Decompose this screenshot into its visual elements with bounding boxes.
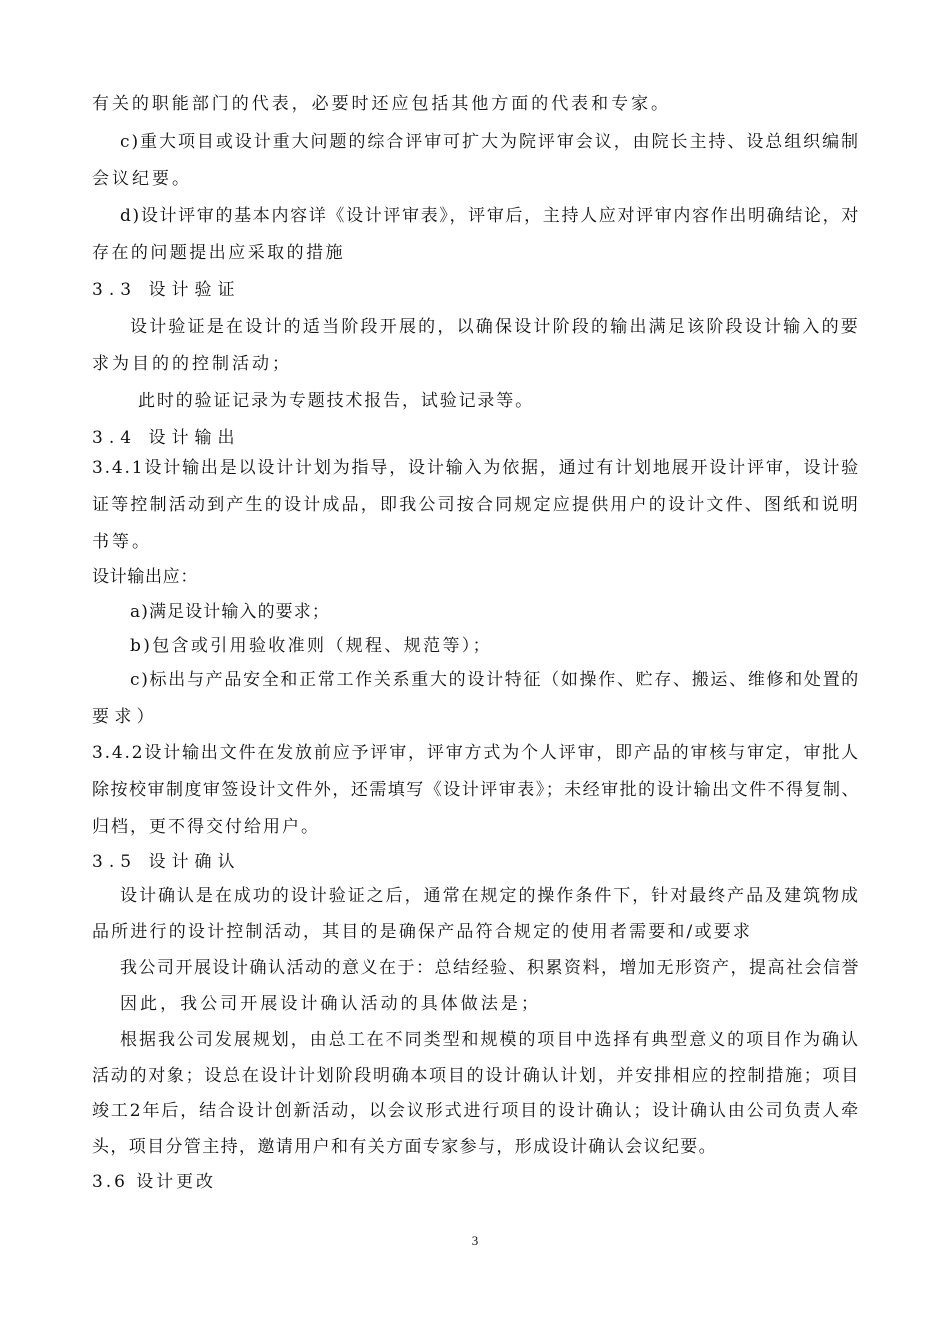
text-line: 要求） xyxy=(92,707,159,727)
text-line: c)重大项目或设计重大问题的综合评审可扩大为院评审会议，由院长主持、设总组织编制 xyxy=(120,132,860,152)
text-line: 3.4 设计输出 xyxy=(92,428,241,448)
text-line: 我公司开展设计确认活动的意义在于：总结经验、积累资料，增加无形资产，提高社会信誉 xyxy=(120,958,860,978)
text-line: d)设计评审的基本内容详《设计评审表》，评审后，主持人应对评审内容作出明确结论，对 xyxy=(120,206,860,226)
text-line: a)满足设计输入的要求； xyxy=(130,602,330,622)
text-line: 竣工2年后，结合设计创新活动，以会议形式进行项目的设计确认；设计确认由公司负责人牵 xyxy=(92,1101,860,1121)
page-number: 3 xyxy=(471,1233,479,1248)
text-line: 品所进行的设计控制活动，其目的是确保产品符合规定的使用者需要和/或要求 xyxy=(92,922,752,942)
text-line: 3.3 设计验证 xyxy=(92,280,241,300)
text-line: 此时的验证记录为专题技术报告，试验记录等。 xyxy=(138,391,534,411)
text-line: 根据我公司发展规划，由总工在不同类型和规模的项目中选择有典型意义的项目作为确认 xyxy=(120,1030,860,1050)
text-line: 有关的职能部门的代表，必要时还应包括其他方面的代表和专家。 xyxy=(92,94,671,114)
text-line: 会议纪要。 xyxy=(92,169,192,189)
text-line: 设计验证是在设计的适当阶段开展的，以确保设计阶段的输出满足该阶段设计输入的要 xyxy=(130,317,860,337)
text-line: 归档，更不得交付给用户。 xyxy=(92,817,320,837)
text-line: 设计输出应： xyxy=(92,567,198,587)
text-line: 因此，我公司开展设计确认活动的具体做法是； xyxy=(120,994,541,1014)
text-line: 书等。 xyxy=(92,532,152,552)
text-line: c)标出与产品安全和正常工作关系重大的设计特征（如操作、贮存、搬运、维修和处置的 xyxy=(130,670,860,690)
text-line: 设计确认是在成功的设计验证之后，通常在规定的操作条件下，针对最终产品及建筑物成 xyxy=(120,886,860,906)
text-line: 求为目的的控制活动； xyxy=(92,354,292,374)
text-line: 3.4.1设计输出是以设计计划为指导，设计输入为依据，通过有计划地展开设计评审，设计验 xyxy=(92,458,860,478)
text-line: 证等控制活动到产生的设计成品，即我公司按合同规定应提供用户的设计文件、图纸和说明 xyxy=(92,495,860,515)
text-line: 存在的问题提出应采取的措施 xyxy=(92,243,345,263)
text-line: 3.6 设计更改 xyxy=(92,1172,216,1192)
text-line: 除按校审制度审签设计文件外，还需填写《设计评审表》；未经审批的设计输出文件不得复制、 xyxy=(92,780,860,800)
text-line: 3.4.2设计输出文件在发放前应予评审，评审方式为个人评审，即产品的审核与审定，审批人 xyxy=(92,743,860,763)
text-line: 3.5 设计确认 xyxy=(92,852,241,872)
text-line: 头，项目分管主持，邀请用户和有关方面专家参与，形成设计确认会议纪要。 xyxy=(92,1137,717,1157)
text-line: 活动的对象；设总在设计计划阶段明确本项目的设计确认计划，并安排相应的控制措施；项目 xyxy=(92,1066,860,1086)
text-line: b)包含或引用验收准则（规程、规范等）； xyxy=(130,636,492,656)
